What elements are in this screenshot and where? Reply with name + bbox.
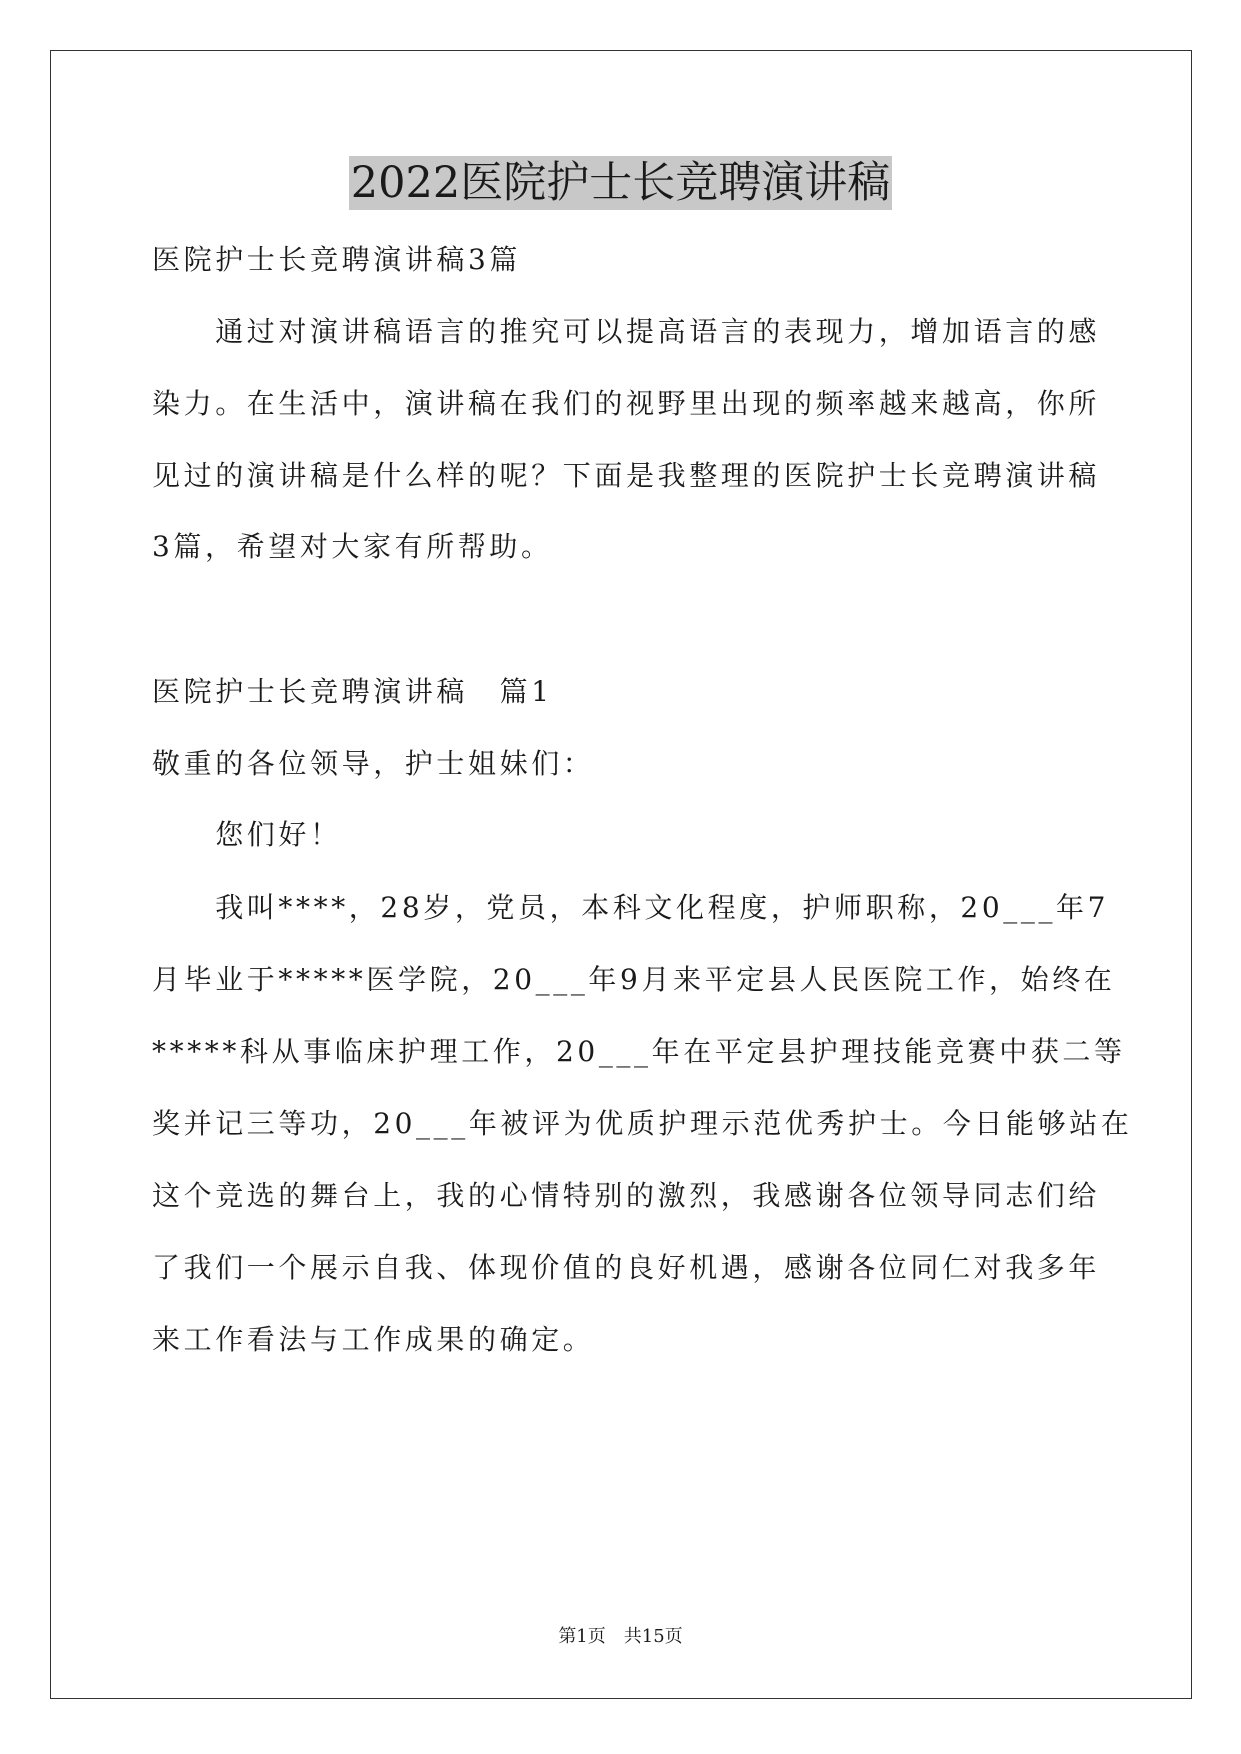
- document-title-text: 2022医院护士长竞聘演讲稿: [350, 158, 891, 208]
- body-line-6: 了我们一个展示自我、体现价值的良好机遇，感谢各位同仁对我多年: [152, 1251, 1101, 1284]
- salutation: 敬重的各位领导，护士姐妹们：: [152, 747, 595, 780]
- document-title: [0, 154, 1241, 212]
- body-line-4: 奖并记三等功，20___年被评为优质护理示范优秀护士。今日能够站在: [152, 1107, 1133, 1140]
- document-subtitle: 医院护士长竞聘演讲稿3篇: [152, 243, 522, 276]
- greeting: 您们好！: [152, 818, 342, 851]
- section-heading: 医院护士长竞聘演讲稿 篇1: [152, 675, 553, 708]
- page-border: [50, 50, 1192, 1699]
- intro-line-4: 3篇，希望对大家有所帮助。: [152, 530, 553, 563]
- intro-line-3: 见过的演讲稿是什么样的呢？下面是我整理的医院护士长竞聘演讲稿: [152, 459, 1101, 492]
- body-line-2: 月毕业于*****医学院，20___年9月来平定县人民医院工作，始终在: [152, 963, 1116, 996]
- page-footer: 第1页 共15页: [558, 1626, 683, 1647]
- body-line-5: 这个竞选的舞台上，我的心情特别的激烈，我感谢各位领导同志们给: [152, 1179, 1101, 1212]
- body-line-3: *****科从事临床护理工作，20___年在平定县护理技能竞赛中获二等: [152, 1035, 1126, 1068]
- body-line-7: 来工作看法与工作成果的确定。: [152, 1323, 595, 1356]
- intro-line-1: 通过对演讲稿语言的推究可以提高语言的表现力，增加语言的感: [152, 315, 1101, 348]
- body-line-1: 我叫****，28岁，党员，本科文化程度，护师职称，20___年7: [152, 891, 1110, 924]
- intro-line-2: 染力。在生活中，演讲稿在我们的视野里出现的频率越来越高，你所: [152, 387, 1101, 420]
